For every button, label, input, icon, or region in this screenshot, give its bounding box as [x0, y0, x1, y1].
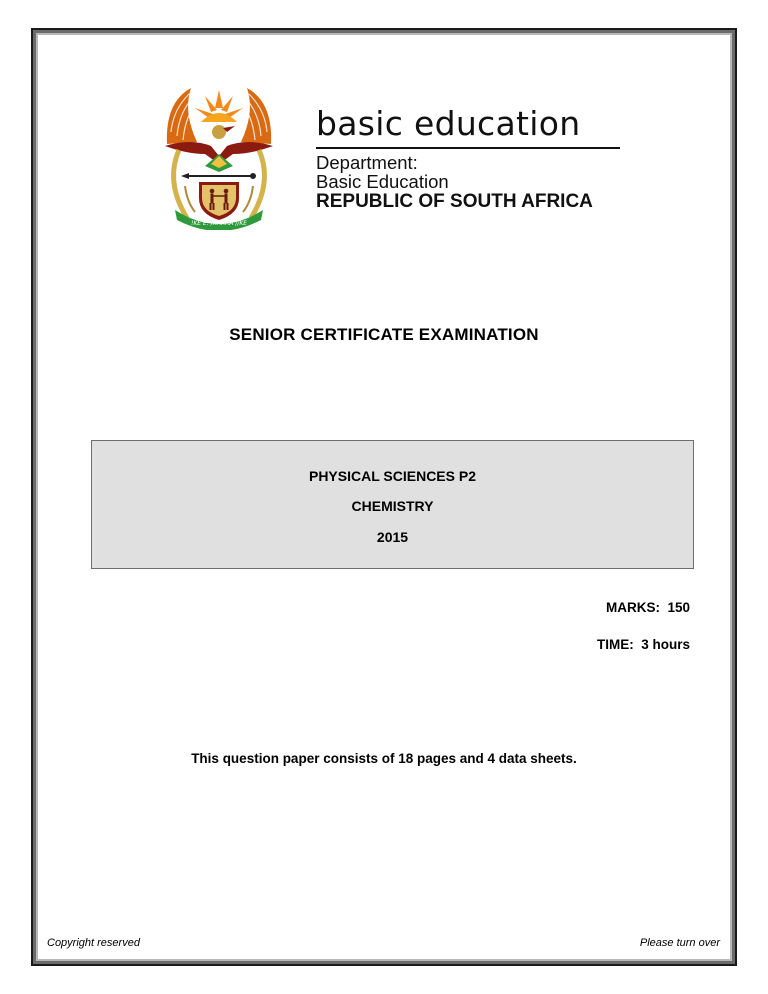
- department-branding: [316, 104, 620, 212]
- department-name: Basic Education: [316, 171, 449, 192]
- marks-total: MARKS: 150: [605, 600, 690, 615]
- exam-title: SENIOR CERTIFICATE EXAMINATION: [229, 325, 539, 344]
- footer-turn-over: Please turn over: [639, 937, 720, 949]
- department-label: Department:: [316, 152, 418, 173]
- exam-year: 2015: [376, 529, 409, 545]
- brand-title: basic education: [316, 104, 581, 143]
- subject-box: [91, 440, 694, 569]
- country-name: REPUBLIC OF SOUTH AFRICA: [316, 191, 593, 212]
- brand-underline: [316, 147, 620, 149]
- subject-name: PHYSICAL SCIENCES P2: [308, 468, 476, 484]
- crest-motto: !KE E: /XARRA //KE: [190, 220, 248, 227]
- south-africa-coat-of-arms-icon: [161, 82, 277, 230]
- paper-name: CHEMISTRY: [351, 498, 434, 514]
- footer-copyright: Copyright reserved: [47, 937, 140, 949]
- page-count-note: This question paper consists of 18 pages and 4 data sheets.: [191, 751, 577, 766]
- time-allowed: TIME: 3 hours: [596, 637, 690, 652]
